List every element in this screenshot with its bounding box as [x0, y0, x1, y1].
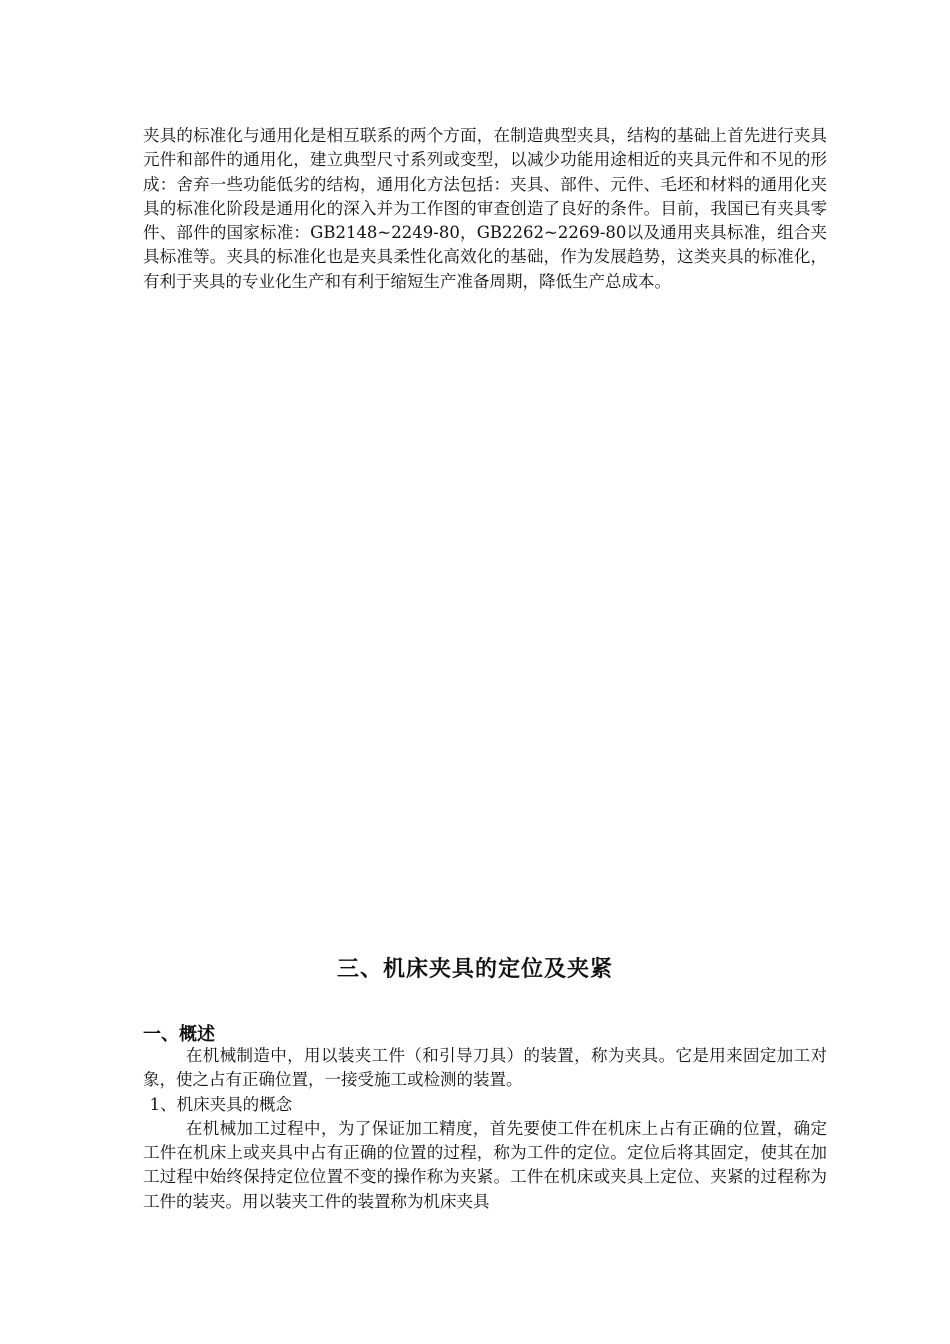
paragraph-overview: 在机械制造中，用以装夹工件（和引导刀具）的装置，称为夹具。它是用来固定加工对象，使之占有正确位置，一接受施工或检测的装置。: [143, 1046, 827, 1090]
item-label-concept: 1、机床夹具的概念: [149, 1094, 293, 1114]
body-text: [143, 1044, 827, 1214]
intro-paragraph: 夹具的标准化与通用化是相互联系的两个方面，在制造典型夹具，结构的基础上首先进行夹具元件和部件的通用化，建立典型尺寸系列或变型，以减少功能用途相近的夹具元件和不见的形成：舍弃一些功能低劣的结构，通用化方法包括：夹具、部件、元件、毛坯和材料的通用化夹具的标准化阶段是通用化的深入并为工作图的审查创造了良好的条件。目前，我国已有夹具零件、部件的国家标准：GB2148~2249-80，GB2262~2269-80以及通用夹具标准，组合夹具标准等。夹具的标准化也是夹具柔性化高效化的基础，作为发展趋势，这类夹具的标准化，有利于夹具的专业化生产和有利于缩短生产准备周期，降低生产总成本。: [143, 126, 827, 291]
subsection-title: 一、概述: [143, 1024, 215, 1045]
section-title: 三、机床夹具的定位及夹紧: [336, 957, 613, 982]
paragraph-concept: 在机械加工过程中，为了保证加工精度，首先要使工件在机床上占有正确的位置，确定工件在机床上或夹具中占有正确的位置的过程，称为工件的定位。定位后将其固定，使其在加工过程中始终保持定位位置不变的操作称为夹紧。工件在机床或夹具上定位、夹紧的过程称为工件的装夹。用以装夹工件的装置称为机床夹具: [143, 1118, 827, 1211]
